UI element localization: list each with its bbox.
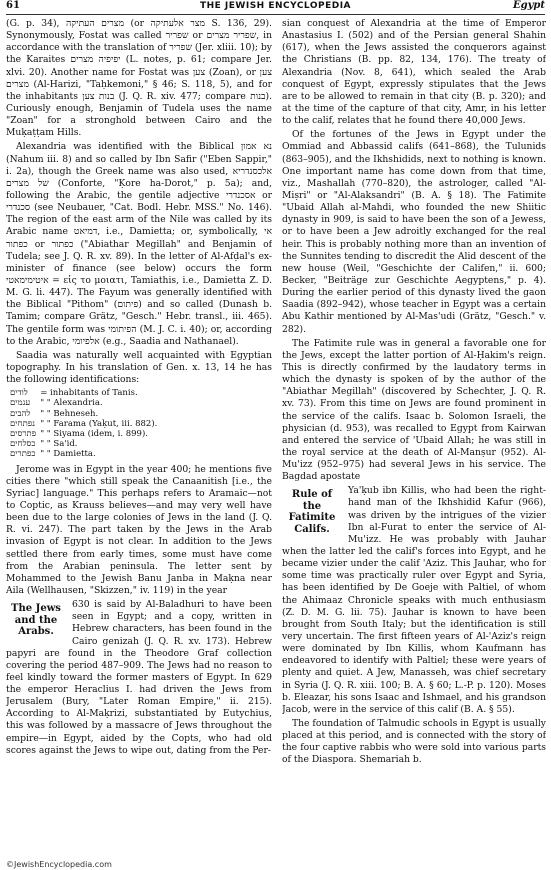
paragraph: 630 is said by Al-Baladhuri to have been seen in Egypt; and a copy, written in Hebrew characters, has been found in the Cairo genizah (J. Q. R. xv. 173). Hebrew papyri are found in the Theodore Graf collection covering the period 487–909. The Jews had no reason to feel kindly toward the former masters of Egypt. In 629 the emperor Heraclius I. had driven the Jews from Jerusalem (Bury, "Later Roman Empire," ii. 215). According to Al-Maḳrizi, substantiated by Eutychius, this was followed by a massacre of Jews throughout the empire—in Egypt, aided by the Copts, who had old scores against the Jews to wipe out, dating from the Per- (6, 599, 272, 756)
hebrew-term: כסלחים (10, 439, 36, 450)
identification: " " Sa'id. (40, 439, 78, 450)
left-column (6, 18, 272, 856)
paragraph: sian conquest of Alexandria at the time of Emperor Anastasius I. (502) and of the Persian general Shahin (617), when the Jews assisted the conquerors against the Christians (B. pp. 82, 134, 176). The treaty of Alexandria (Nov. 8, 641), which sealed the Arab conquest of Egypt, expressly stipulates that the Jews are to be allowed to remain in that city (B. p. 320); and at the time of the capture of that city, Amr, in his letter to the calif, relates that he found there 40,000 Jews. (282, 18, 546, 127)
marginal-heading: Rule of the Fatimite Califs. (288, 489, 336, 535)
table-row (10, 409, 161, 419)
table-row (10, 439, 161, 449)
identification-table (10, 388, 161, 459)
identification: " " Damietta. (40, 449, 96, 460)
identification: " " Alexandria. (40, 398, 103, 409)
paragraph: Jerome was in Egypt in the year 400; he mentions five cities there "which still speak the Canaanitish [i.e., the Syriac] language." This perhaps refers to Aramaic—not to Coptic, as Krauss believes—and may very well have been due to the large colonies of Jews in the land (J. Q. R. vi. 247). The part taken by the Jews in the Arab invasion of Egypt is not clear. In addition to the Jews settled there from early times, some must have come from the Arabian peninsula. The letter sent by Mohammed to the Jewish Banu Janba in Maḳna near Aila (Wellhausen, "Skizzen," iv. 119) in the year (6, 463, 272, 596)
paragraph: Saadia was naturally well acquainted with Egyptian topography. In his translation of Gen. x. 13, 14 he has the following identifications: (6, 349, 272, 386)
identification: " " Farama (Yaḳut, iii. 882). (40, 418, 158, 429)
table-row (10, 398, 161, 408)
hebrew-term: להבים (10, 408, 31, 419)
identification: = inhabitants of Tanis. (40, 388, 138, 399)
section-title: Egypt (512, 0, 545, 11)
page-number: 61 (6, 0, 20, 11)
paragraph: (G. p. 34), מצרים העתיקה (or מצר אלעתיקה S. 136, 29). Synonymously, Fostat was called שפריר or שפריר מצרים, in accordance with the translation of שפריר (Jer. xliii. 10); by the Karaites יפיפיה מצרים (L. notes, p. 61; compare Jer. xlvi. 20). Another name for Fostat was צען (Zoan), or צען מצרים (Al-Harizi, "Taḥkemoni," § 46; S. 118, 5), and for the inhabitants בנות צען (J. Q. R. xiv. 477; compare בנות). Curiously enough, Benjamin of Tudela uses the name "Zoan" for a stronghold between Cairo and the Muḳaṭṭam Hills. (6, 18, 272, 139)
identification: " " Behneseh. (40, 408, 99, 419)
paragraph: Alexandria was identified with the Biblical נא אמון (Nahum iii. 8) and so called by Ibn Safir ("Eben Sappir," i. 2a), though the Greek name was also used, אלכסנדריא של מצרים (Conforte, "Ḳore ha-Dorot," p. 5a); and, following the Arabic, the gentile adjective אסכנדרי or סכנדרי (see Neubauer, "Cat. Bodl. Hebr. MSS." No. 146). The region of the east arm of the Nile was called by its Arabic name דמיאט, i.e., Damietta; or, symbolically, אי כפתור or כפתור ("Abiathar Megillah" and Benjamin of Tudela; see J. Q. R. xv. 89). In the letter of Al-Afḍal's ex-minister of finance (see below) occurs the form איטימימאטי = εἰς το μοιατι, Tamiathis, i.e., Damietta Z. D. M. G. li. 447). The Fayum was generally identified with the Biblical "Pithom" (פיתום) and so called (Dunash b. Tamim; compare Grätz, "Gesch." Hebr. transl., iii. 465). The gentile form was הפיתומי (M. J. C. i. 40); or, according to the Arabic, אלפיומי (e.g., Saadia and Nathanael). (6, 141, 272, 347)
page-header (6, 0, 545, 15)
paragraph: Of the fortunes of the Jews in Egypt under the Ommiad and Abbassid califs (641–868), the Tulunids (863–905), and the Ikhshidids, next to nothing is known. One important name has come down from that time, viz., Mashallah (770–820), the astrologer, called "Al-Miṣri" or "Al-Alaksandri" (B. A. § 18). The Fatimite "Ubaid Allah al-Mahdi, who founded the new Shiitic dynasty in 909, is said to have been the son of a Jewess, or to have been a Jew adroitly exchanged for the real heir. This is probably nothing more than an invention of the Sunnites tending to discredit the Alid descent of the new house (Weil, "Geschichte der Califen," ii. 600; Becker, "Beiträge zur Geschichte Aegyptens," p. 4). During the earlier period of this dynasty lived the gaon Saadia (892–942), whose teacher in Egypt was a certain Abu Kathir mentioned by Al-Mas'udi (Grätz, "Gesch." v. 282). (282, 129, 546, 335)
hebrew-term: פתרסים (10, 428, 37, 439)
paragraph: Ya'ḳub ibn Killis, who had been the right-hand man of the Ikhshidid Kafur (966), was driven by the intrigues of the vizier Ibn al-Furat to enter the service of Al-Mu'izz. He was probably with Jauhar when the latter led the calif's forces into Egypt, and he became vizier under the calif 'Aziz. This Jauhar, who for some time was practically ruler over Egypt and Syria, has been identified by De Goeje with Paltiel, of whom the Ahimaaz Chronicle speaks with much enthusiasm (Z. D. M. G. lii. 75). Jauhar is known to have been brought from South Italy; but the identification is still very uncertain. The first fifteen years of Al-'Aziz's reign were dominated by Ibn Killis, whom Kaufmann has endeavored to identify with Paltiel; these were years of plenty and quiet. A Jew, Manasseh, was chief secretary in Syria (J. Q. R. xiii. 100; B. A. § 60; L.-P. p. 120). Moses b. Eleazar, his sons Isaac and Ishmael, and his grandson Jacob, were in the service of this calif (B. A. § 55). (282, 485, 546, 715)
copyright-link[interactable]: ©JewishEncyclopedia.com (6, 860, 112, 869)
hebrew-term: לודים (10, 388, 28, 399)
hebrew-term: כפתרים (10, 449, 36, 460)
paragraph: The Fatimite rule was in general a favorable one for the Jews, except the latter portion of Al-Ḥakim's reign. This is directly confirmed by the laudatory terms in which the dynasty is spoken of by the author of the "Abiathar Megillah" (discovered by Schechter, J. Q. R. xv. 73). From this time on Jews are found prominent in the service of the califs. Isaac b. Solomon Israeli, the physician (d. 953), was recalled to Egypt from Kairwan and entered the service of 'Ubaid Allah; he was still in the royal service at the death of Al-Manṣur (952). Al-Mu'izz (952–975) had several Jews in his service. The Bagdad apostate (282, 337, 546, 483)
identification: " " Siyama (idem, i. 899). (40, 428, 148, 439)
paragraph: The foundation of Talmudic schools in Egypt is usually placed at this period, and is connected with the story of the four captive rabbis who were sold into various parts of the Diaspora. Shemariah b. (282, 718, 546, 766)
hebrew-term: ענמים (10, 398, 31, 409)
table-row (10, 449, 161, 459)
table-row (10, 429, 161, 439)
marginal-heading: The Jews and the Arabs. (11, 603, 61, 638)
right-column (282, 18, 546, 856)
hebrew-term: נפתחים (10, 418, 35, 429)
table-row (10, 419, 161, 429)
running-title: THE JEWISH ENCYCLOPEDIA (199, 1, 352, 11)
table-row (10, 388, 161, 398)
